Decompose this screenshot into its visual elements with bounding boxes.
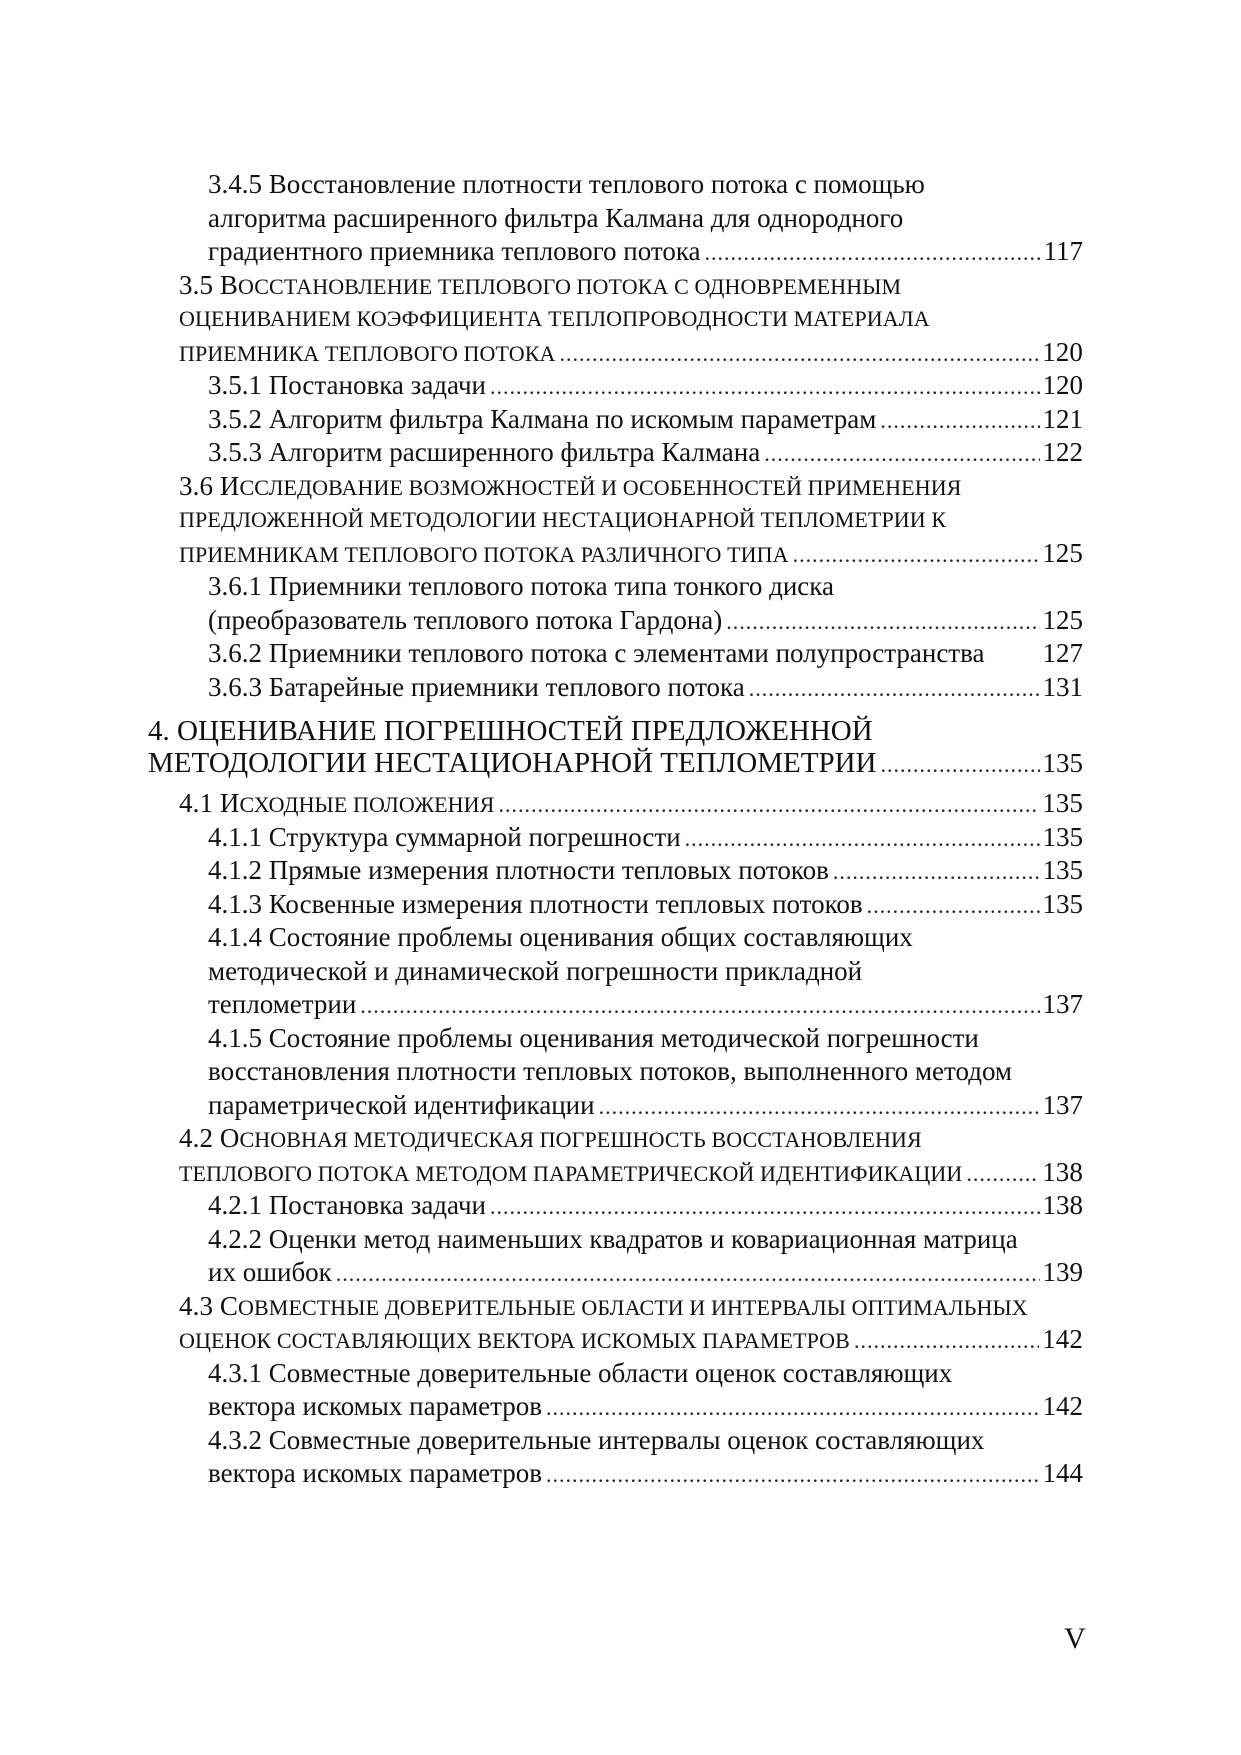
toc-entry[interactable] bbox=[0, 168, 1083, 269]
toc-entry[interactable] bbox=[0, 854, 1083, 888]
toc-entry[interactable] bbox=[0, 1223, 1083, 1290]
toc-entry-page: 135 bbox=[1042, 821, 1083, 852]
dot-leader bbox=[498, 788, 1039, 822]
toc-entry-line bbox=[179, 1122, 1083, 1156]
toc-entry-title: 3.6 ИССЛЕДОВАНИЕ ВОЗМОЖНОСТЕЙ И ОСОБЕННОСТЕЙ ПРИМЕНЕНИЯ bbox=[179, 470, 962, 501]
toc-entry-page: 137 bbox=[1042, 1089, 1083, 1120]
dot-leader bbox=[749, 672, 1040, 706]
toc-entry-page: 137 bbox=[1042, 989, 1083, 1019]
toc-entry[interactable] bbox=[0, 637, 1083, 671]
toc-entry-line bbox=[208, 1390, 1083, 1424]
toc-entry-title: вектора искомых параметров bbox=[208, 1391, 543, 1421]
toc-entry-line bbox=[179, 787, 1083, 821]
toc-entry-line bbox=[208, 1223, 1083, 1257]
toc-entry-title: (преобразователь теплового потока Гардона) bbox=[208, 604, 723, 635]
dot-leader bbox=[793, 538, 1040, 572]
toc-entry-title: теплометрии bbox=[208, 989, 357, 1019]
toc-entry-line bbox=[179, 503, 1083, 537]
toc-entry[interactable] bbox=[0, 821, 1083, 855]
toc-entry-line bbox=[208, 1089, 1083, 1123]
toc-entry-title: ОЦЕНИВАНИЕМ КОЭФФИЦИЕНТА ТЕПЛОПРОВОДНОСТИ МАТЕРИАЛА bbox=[179, 306, 930, 331]
dot-leader bbox=[833, 855, 1040, 889]
toc-entry-title: ОЦЕНОК СОСТАВЛЯЮЩИХ ВЕКТОРА ИСКОМЫХ ПАРАМЕТРОВ bbox=[179, 1328, 850, 1353]
toc-entry-line bbox=[208, 1022, 1083, 1056]
dot-leader bbox=[490, 1190, 1040, 1224]
dot-leader bbox=[867, 889, 1040, 923]
toc-entry[interactable] bbox=[0, 570, 1083, 637]
toc-entry-page: 135 bbox=[1042, 888, 1083, 919]
toc-entry-title: их ошибок bbox=[208, 1257, 332, 1287]
toc-entry-title: 4.1.3 Косвенные измерения плотности тепловых потоков bbox=[208, 888, 863, 919]
toc-entry-title: 4.1.1 Структура суммарной погрешности bbox=[208, 821, 681, 852]
toc-entry[interactable] bbox=[0, 269, 1083, 370]
table-of-contents bbox=[0, 168, 1241, 1491]
toc-entry[interactable] bbox=[0, 715, 1083, 779]
toc-entry-title: 4.3.1 Совместные доверительные области оценок составляющих bbox=[208, 1357, 953, 1388]
toc-entry-title: 4.2.2 Оценки метод наименьших квадратов и ковариационная матрица bbox=[208, 1223, 1018, 1254]
toc-entry-title: 4. ОЦЕНИВАНИЕ ПОГРЕШНОСТЕЙ ПРЕДЛОЖЕННОЙ bbox=[148, 715, 873, 747]
page-number: V bbox=[1064, 1622, 1086, 1655]
toc-entry-line bbox=[179, 336, 1083, 370]
toc-entry-title: 3.5.2 Алгоритм фильтра Калмана по искомым параметрам bbox=[208, 403, 877, 434]
toc-entry-line bbox=[179, 537, 1083, 571]
toc-entry-line bbox=[208, 1189, 1083, 1223]
toc-entry-title: МЕТОДОЛОГИИ НЕСТАЦИОНАРНОЙ ТЕПЛОМЕТРИИ bbox=[148, 747, 877, 779]
toc-entry-page: 120 bbox=[1042, 370, 1083, 400]
toc-entry-page: 142 bbox=[1042, 1324, 1083, 1354]
toc-entry-page: 142 bbox=[1042, 1391, 1083, 1421]
dot-leader bbox=[705, 236, 1041, 270]
dot-leader bbox=[685, 822, 1040, 856]
toc-entry-line bbox=[208, 854, 1083, 888]
toc-entry-line bbox=[179, 1156, 1083, 1190]
toc-entry[interactable] bbox=[0, 1122, 1083, 1189]
toc-entry-line bbox=[208, 235, 1083, 269]
toc-entry-title: 3.5.1 Постановка задачи bbox=[208, 370, 486, 400]
toc-entry-title: восстановления плотности тепловых потоков, выполненного методом bbox=[208, 1056, 1013, 1086]
toc-entry-page: 125 bbox=[1042, 604, 1083, 635]
toc-entry[interactable] bbox=[0, 1424, 1083, 1491]
toc-entry-line bbox=[179, 1323, 1083, 1357]
toc-entry-line bbox=[208, 921, 1083, 955]
toc-entry-line bbox=[208, 403, 1083, 437]
toc-entry-line bbox=[148, 715, 1083, 747]
toc-entry-title: 3.5 ВОССТАНОВЛЕНИЕ ТЕПЛОВОГО ПОТОКА С ОДНОВРЕМЕННЫМ bbox=[179, 269, 902, 300]
toc-entry[interactable] bbox=[0, 470, 1083, 571]
toc-entry-page: 127 bbox=[1042, 638, 1083, 668]
toc-entry-title: градиентного приемника теплового потока bbox=[208, 236, 701, 266]
toc-entry-title: 3.4.5 Восстановление плотности теплового потока с помощью bbox=[208, 169, 925, 199]
toc-entry[interactable] bbox=[0, 787, 1083, 821]
toc-entry-line bbox=[208, 1424, 1083, 1458]
toc-entry-page: 135 bbox=[1042, 855, 1083, 885]
toc-entry-title: параметрической идентификации bbox=[208, 1089, 595, 1120]
toc-entry-line bbox=[208, 888, 1083, 922]
toc-entry-title: 4.1.2 Прямые измерения плотности тепловых потоков bbox=[208, 855, 829, 885]
dot-leader bbox=[966, 1157, 1039, 1191]
toc-entry-title: 3.6.2 Приемники теплового потока с элементами полупространства bbox=[208, 638, 985, 668]
toc-entry-page: 135 bbox=[1042, 748, 1083, 778]
toc-entry-line bbox=[208, 637, 1083, 671]
toc-entry-title: ПРИЕМНИКАМ ТЕПЛОВОГО ПОТОКА РАЗЛИЧНОГО ТИПА bbox=[179, 541, 789, 567]
dot-leader bbox=[599, 1090, 1040, 1124]
toc-entry[interactable] bbox=[0, 888, 1083, 922]
toc-entry-page: 139 bbox=[1042, 1257, 1083, 1287]
toc-entry-page: 117 bbox=[1043, 236, 1083, 266]
toc-entry[interactable] bbox=[0, 403, 1083, 437]
toc-entry-page: 122 bbox=[1042, 437, 1083, 467]
toc-entry-title: 4.1.4 Состояние проблемы оценивания общих составляющих bbox=[208, 922, 913, 952]
toc-entry-title: 4.2 ОСНОВНАЯ МЕТОДИЧЕСКАЯ ПОГРЕШНОСТЬ ВОССТАНОВЛЕНИЯ bbox=[179, 1123, 922, 1153]
toc-entry-title: методической и динамической погрешности прикладной bbox=[208, 955, 863, 986]
toc-entry-title: ПРЕДЛОЖЕННОЙ МЕТОДОЛОГИИ НЕСТАЦИОНАРНОЙ ТЕПЛОМЕТРИИ К bbox=[179, 507, 947, 532]
toc-entry-page: 135 bbox=[1042, 788, 1083, 818]
toc-entry-line bbox=[208, 671, 1083, 705]
dot-leader bbox=[764, 437, 1039, 471]
toc-entry-line bbox=[208, 821, 1083, 855]
toc-entry-line bbox=[208, 369, 1083, 403]
dot-leader bbox=[546, 1458, 1039, 1492]
toc-entry-line bbox=[208, 955, 1083, 989]
toc-entry-line bbox=[208, 436, 1083, 470]
toc-entry-line bbox=[208, 570, 1083, 604]
toc-entry-line bbox=[208, 988, 1083, 1022]
toc-entry-page: 138 bbox=[1042, 1156, 1083, 1187]
toc-entry-line bbox=[208, 1357, 1083, 1391]
toc-entry[interactable] bbox=[0, 1357, 1083, 1424]
dot-leader bbox=[880, 749, 1039, 781]
dot-leader bbox=[560, 337, 1040, 371]
dot-leader bbox=[854, 1324, 1039, 1358]
toc-entry-title: 4.1 ИСХОДНЫЕ ПОЛОЖЕНИЯ bbox=[179, 788, 495, 818]
toc-entry-title: 4.2.1 Постановка задачи bbox=[208, 1190, 486, 1220]
toc-entry-line bbox=[208, 168, 1083, 202]
toc-entry-title: вектора искомых параметров bbox=[208, 1458, 543, 1488]
toc-entry-page: 138 bbox=[1042, 1190, 1083, 1220]
toc-entry-line bbox=[179, 269, 1083, 303]
dot-leader bbox=[490, 370, 1040, 404]
toc-entry[interactable] bbox=[0, 671, 1083, 705]
toc-entry[interactable] bbox=[0, 1290, 1083, 1357]
toc-entry-title: 4.3.2 Совместные доверительные интервалы оценок составляющих bbox=[208, 1424, 985, 1455]
toc-entry-title: 3.6.3 Батарейные приемники теплового потока bbox=[208, 671, 745, 702]
toc-entry-line bbox=[179, 302, 1083, 336]
toc-entry[interactable] bbox=[0, 436, 1083, 470]
toc-entry-title: ПРИЕМНИКА ТЕПЛОВОГО ПОТОКА bbox=[179, 340, 556, 366]
toc-entry-title: ТЕПЛОВОГО ПОТОКА МЕТОДОМ ПАРАМЕТРИЧЕСКОЙ ИДЕНТИФИКАЦИИ bbox=[179, 1160, 963, 1186]
toc-entry-line bbox=[208, 202, 1083, 236]
toc-entry-page: 131 bbox=[1042, 671, 1083, 702]
dot-leader bbox=[546, 1391, 1039, 1425]
dot-leader bbox=[336, 1257, 1040, 1291]
dot-leader bbox=[360, 989, 1039, 1023]
toc-entry-line bbox=[179, 1290, 1083, 1324]
toc-entry-title: 4.3 СОВМЕСТНЫЕ ДОВЕРИТЕЛЬНЫЕ ОБЛАСТИ И ИНТЕРВАЛЫ ОПТИМАЛЬНЫХ bbox=[179, 1290, 1028, 1321]
toc-entry[interactable] bbox=[0, 1022, 1083, 1123]
toc-entry-page: 125 bbox=[1042, 537, 1083, 568]
toc-entry-line bbox=[148, 747, 1083, 779]
toc-entry-title: 3.5.3 Алгоритм расширенного фильтра Калмана bbox=[208, 437, 761, 467]
toc-entry-line bbox=[208, 1256, 1083, 1290]
toc-entry-line bbox=[208, 1055, 1083, 1089]
toc-entry-title: 3.6.1 Приемники теплового потока типа тонкого диска bbox=[208, 571, 834, 601]
toc-entry-line bbox=[179, 470, 1083, 504]
toc-entry-title: 4.1.5 Состояние проблемы оценивания методической погрешности bbox=[208, 1022, 979, 1053]
toc-entry-page: 120 bbox=[1042, 336, 1083, 367]
dot-leader bbox=[880, 404, 1039, 438]
toc-entry-page: 144 bbox=[1042, 1458, 1083, 1488]
toc-entry-page: 121 bbox=[1042, 403, 1083, 434]
toc-entry[interactable] bbox=[0, 921, 1083, 1022]
toc-entry-line bbox=[208, 604, 1083, 638]
dot-leader bbox=[726, 605, 1039, 639]
toc-entry[interactable] bbox=[0, 369, 1083, 403]
toc-entry[interactable] bbox=[0, 1189, 1083, 1223]
toc-entry-line bbox=[208, 1457, 1083, 1491]
toc-entry-title: алгоритма расширенного фильтра Калмана для однородного bbox=[208, 202, 904, 233]
